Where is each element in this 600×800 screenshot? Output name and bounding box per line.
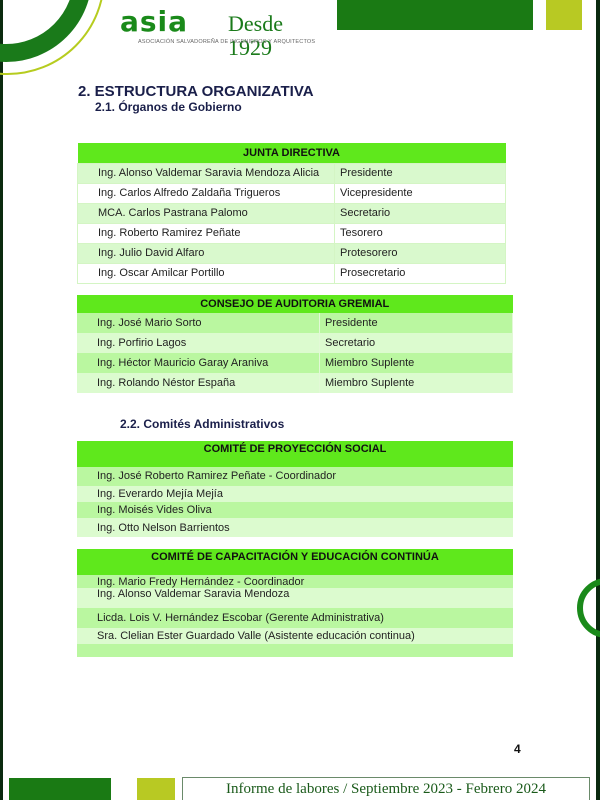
table-header: COMITÉ DE PROYECCIÓN SOCIAL (77, 441, 513, 467)
member-name: Ing. Mario Fredy Hernández - Coordinador (77, 575, 513, 588)
member-name: Licda. Lois V. Hernández Escobar (Gerente Administrativa) (77, 608, 513, 628)
member-name (77, 644, 513, 657)
footer-title-box (182, 777, 590, 800)
member-name: Sra. Clelian Ester Guardado Valle (Asistente educación continua) (77, 628, 513, 644)
consejo-auditoria-table (77, 295, 513, 393)
member-name: Ing. José Roberto Ramirez Peñate - Coordinador (77, 467, 513, 486)
member-role: Prosecretario (335, 263, 506, 283)
comite-proyeccion-social-table (77, 441, 513, 537)
member-name: Ing. Oscar Amilcar Portillo (78, 263, 335, 283)
table-row (78, 263, 506, 283)
asia-logo (120, 5, 330, 60)
member-name: Ing. Otto Nelson Barrientos (77, 518, 513, 537)
subsection-title-comites: 2.2. Comités Administrativos (120, 417, 285, 431)
member-name: Ing. Alonso Valdemar Saravia Mendoza (77, 588, 513, 608)
member-name: Ing. Moisés Vides Oliva (77, 502, 513, 518)
table-header: CONSEJO DE AUDITORIA GREMIAL (77, 295, 513, 313)
member-role: Miembro Suplente (320, 353, 513, 373)
member-role: Protesorero (335, 243, 506, 263)
table-header: COMITÉ DE CAPACITACIÓN Y EDUCACIÓN CONTINÚA (77, 549, 513, 575)
member-role: Presidente (320, 313, 513, 333)
member-role: Secretario (335, 203, 506, 223)
table-row-empty (77, 644, 513, 657)
table-row (78, 163, 506, 183)
member-name: MCA. Carlos Pastrana Palomo (78, 203, 335, 223)
member-role: Presidente (335, 163, 506, 183)
table-header: JUNTA DIRECTIVA (78, 143, 506, 163)
footer-green-block (9, 778, 111, 800)
member-role: Vicepresidente (335, 183, 506, 203)
member-name: Ing. Porfirio Lagos (77, 333, 320, 353)
header-green-bar (337, 0, 533, 30)
logo-subtitle: ASOCIACIÓN SALVADOREÑA DE INGENIEROS Y ARQUITECTOS (138, 39, 316, 45)
subsection-title-organos: 2.1. Órganos de Gobierno (95, 100, 242, 114)
page-left-border (0, 0, 3, 800)
member-name: Ing. Julio David Alfaro (78, 243, 335, 263)
member-role: Secretario (320, 333, 513, 353)
footer-lime-block (137, 778, 175, 800)
table-row (77, 333, 513, 353)
section-title: 2. ESTRUCTURA ORGANIZATIVA (78, 83, 314, 100)
table-row (78, 223, 506, 243)
comite-capacitacion-table (77, 549, 513, 657)
table-row (77, 608, 513, 628)
table-row (77, 467, 513, 486)
table-row (77, 313, 513, 333)
junta-directiva-table (77, 143, 506, 284)
table-row (77, 575, 513, 588)
member-name: Ing. Héctor Mauricio Garay Araniva (77, 353, 320, 373)
footer-report-title: Informe de labores / Septiembre 2023 - Febrero 2024 (226, 781, 546, 797)
member-name: Ing. Rolando Néstor España (77, 373, 320, 393)
member-name: Ing. José Mario Sorto (77, 313, 320, 333)
member-role: Tesorero (335, 223, 506, 243)
table-row (77, 373, 513, 393)
table-row (77, 353, 513, 373)
table-row (77, 502, 513, 518)
member-name: Ing. Alonso Valdemar Saravia Mendoza Alicia (78, 163, 335, 183)
member-name: Ing. Carlos Alfredo Zaldaña Trigueros (78, 183, 335, 203)
decorative-ring-right (577, 578, 600, 638)
table-row (77, 628, 513, 644)
table-row (77, 518, 513, 537)
table-row (78, 183, 506, 203)
page-right-border (596, 0, 600, 800)
logo-tagline: Desde 1929 (228, 11, 283, 60)
header-lime-block (546, 0, 582, 30)
table-row (77, 486, 513, 502)
logo-brand: asia (120, 5, 189, 38)
page-number: 4 (514, 742, 521, 756)
member-name: Ing. Roberto Ramirez Peñate (78, 223, 335, 243)
member-name: Ing. Everardo Mejía Mejía (77, 486, 513, 502)
member-role: Miembro Suplente (320, 373, 513, 393)
table-row (78, 243, 506, 263)
table-row (77, 588, 513, 608)
table-row (78, 203, 506, 223)
